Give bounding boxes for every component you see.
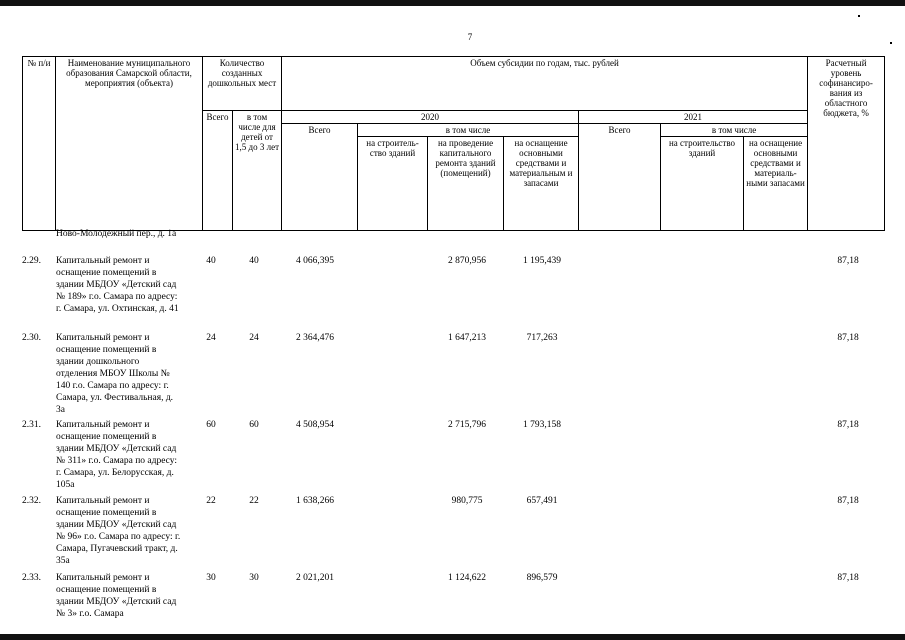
row-num: 2.29. (22, 256, 41, 266)
incl-2021-header: в том числе (661, 124, 808, 137)
row-equip-2020: 657,491 (526, 496, 558, 506)
build-2021-header: на строительство зданий (661, 137, 744, 231)
col-subsidy-header: Объем субсидии по годам, тыс. рублей (282, 57, 808, 111)
row-total-2020: 1 638,266 (296, 496, 334, 506)
repair-2020-header: на проведение капитального ремонта зданий (помещений) (428, 137, 504, 231)
col-name-header: Наименование муниципального образования Самарской области, мероприятия (объекта) (56, 57, 203, 231)
incl-2020-header: в том числе (358, 124, 579, 137)
top-border (0, 0, 905, 6)
col-places-kids: в том числе для детей от 1,5 до 3 лет (233, 111, 282, 231)
continuation-address: Ново-Молодежный пер., д. 1а (56, 229, 177, 239)
table-header (22, 56, 885, 231)
equip-2020-header: на оснащение основными средствами и материальным и запасами (504, 137, 579, 231)
row-level: 87,18 (837, 420, 859, 430)
row-name: Капитальный ремонт и оснащение помещений в здании МБДОУ «Детский сад № 3» г.о. Самара (56, 573, 177, 619)
col-level-header: Расчетный уровень софинансиро-вания из областного бюджета, % (808, 57, 885, 231)
row-equip-2020: 1 793,158 (523, 420, 561, 430)
row-places-total: 60 (206, 420, 216, 430)
row-num: 2.32. (22, 496, 41, 506)
col-num-header: № п/и (23, 57, 56, 231)
row-places-total: 40 (206, 256, 216, 266)
page-number: 7 (467, 32, 473, 42)
row-num: 2.30. (22, 333, 41, 343)
speck (858, 15, 860, 17)
row-equip-2020: 896,579 (526, 573, 558, 583)
row-equip-2020: 717,263 (526, 333, 558, 343)
col-places-total: Всего (203, 111, 233, 231)
total-2021-header: Всего (579, 124, 661, 231)
row-num: 2.33. (22, 573, 41, 583)
row-repair-2020: 980,775 (451, 496, 483, 506)
row-name: Капитальный ремонт и оснащение помещений в здании МБДОУ «Детский сад № 189» г.о. Самара по адресу: г. Самара, ул. Охтинская, д. 41 (56, 256, 179, 314)
row-places-total: 24 (206, 333, 216, 343)
row-total-2020: 4 066,395 (296, 256, 334, 266)
equip-2021-header: на оснащение основными средствами и материаль-ными запасами (744, 137, 808, 231)
row-level: 87,18 (837, 256, 859, 266)
speck (890, 42, 892, 44)
row-name: Капитальный ремонт и оснащение помещений в здании МБДОУ «Детский сад № 311» г.о. Самара по адресу: г. Самара, ул. Белорусская, д. 105а (56, 420, 178, 490)
row-places-kids: 30 (249, 573, 259, 583)
row-places-kids: 22 (249, 496, 259, 506)
col-places-header: Количество созданных дошкольных мест (203, 57, 282, 111)
row-total-2020: 4 508,954 (296, 420, 334, 430)
row-places-total: 22 (206, 496, 216, 506)
row-repair-2020: 2 715,796 (448, 420, 486, 430)
row-level: 87,18 (837, 573, 859, 583)
row-level: 87,18 (837, 496, 859, 506)
row-places-kids: 60 (249, 420, 259, 430)
row-name: Капитальный ремонт и оснащение помещений в здании МБДОУ «Детский сад № 96» г.о. Самара по адресу: г. Самара, Пугачевский тракт, д. 35а (56, 496, 181, 566)
build-2020-header: на строитель-ство зданий (358, 137, 428, 231)
row-places-kids: 24 (249, 333, 259, 343)
row-repair-2020: 1 124,622 (448, 573, 486, 583)
row-total-2020: 2 021,201 (296, 573, 334, 583)
bottom-border (0, 634, 905, 640)
row-repair-2020: 1 647,213 (448, 333, 486, 343)
row-places-kids: 40 (249, 256, 259, 266)
row-places-total: 30 (206, 573, 216, 583)
row-repair-2020: 2 870,956 (448, 256, 486, 266)
row-level: 87,18 (837, 333, 859, 343)
year-2021-header: 2021 (579, 111, 808, 124)
row-num: 2.31. (22, 420, 41, 430)
row-name: Капитальный ремонт и оснащение помещений в здании дошкольного отделения МБОУ Школы № 140 г.о. Самара по адресу: г. Самара, ул. Фестивальная, д. 3а (56, 333, 174, 415)
year-2020-header: 2020 (282, 111, 579, 124)
row-equip-2020: 1 195,439 (523, 256, 561, 266)
total-2020-header: Всего (282, 124, 358, 231)
row-total-2020: 2 364,476 (296, 333, 334, 343)
